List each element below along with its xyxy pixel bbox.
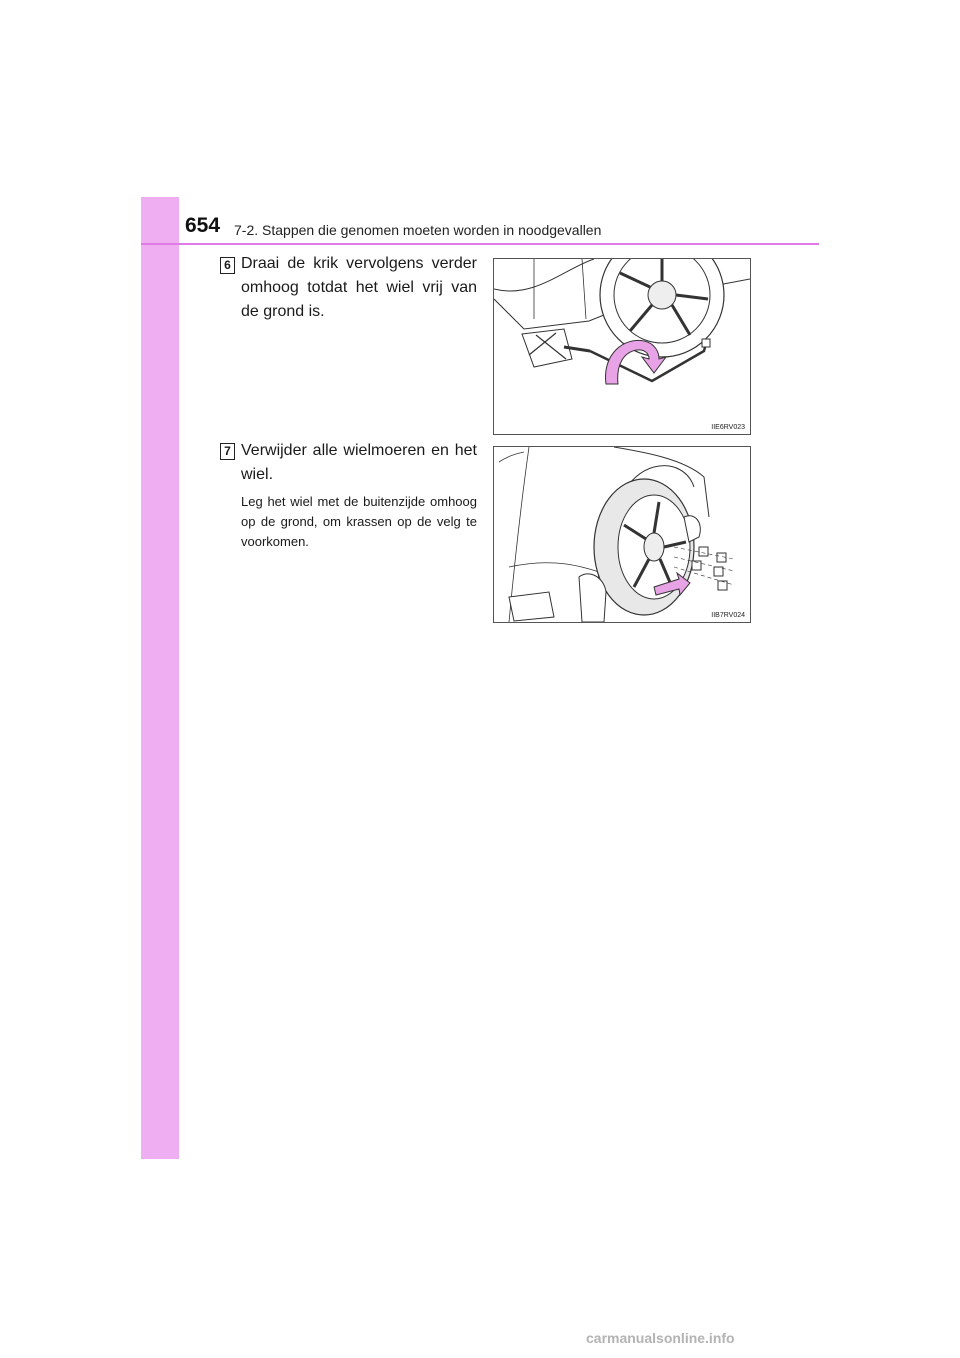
chapter-sidebar-tab: [141, 197, 179, 1159]
step-instruction: Verwijder alle wielmoeren en het wiel.: [241, 442, 477, 483]
jack-illustration: [494, 259, 750, 434]
figure-raise-jack: [493, 258, 751, 435]
wheel-removal-illustration: [494, 447, 750, 622]
watermark: carmanualsonline.info: [586, 1330, 735, 1346]
figure-remove-wheel: [493, 446, 751, 623]
step-note: Leg het wiel met de buitenzijde omhoog op de grond, om krassen op de velg te voorkomen.: [241, 494, 477, 549]
section-title: 7-2. Stappen die genomen moeten worden in noodgevallen: [234, 222, 602, 238]
step-number-badge: 6: [220, 257, 235, 274]
step-number-badge: 7: [220, 443, 235, 460]
figure-code: IIB7RV024: [711, 612, 745, 619]
page-number: 654: [185, 214, 221, 237]
step-instruction: Draai de krik vervolgens verder omhoog totdat het wiel vrij van de grond is.: [241, 255, 477, 320]
figure-code: IIE6RV023: [711, 424, 745, 431]
header-divider: [141, 243, 819, 245]
